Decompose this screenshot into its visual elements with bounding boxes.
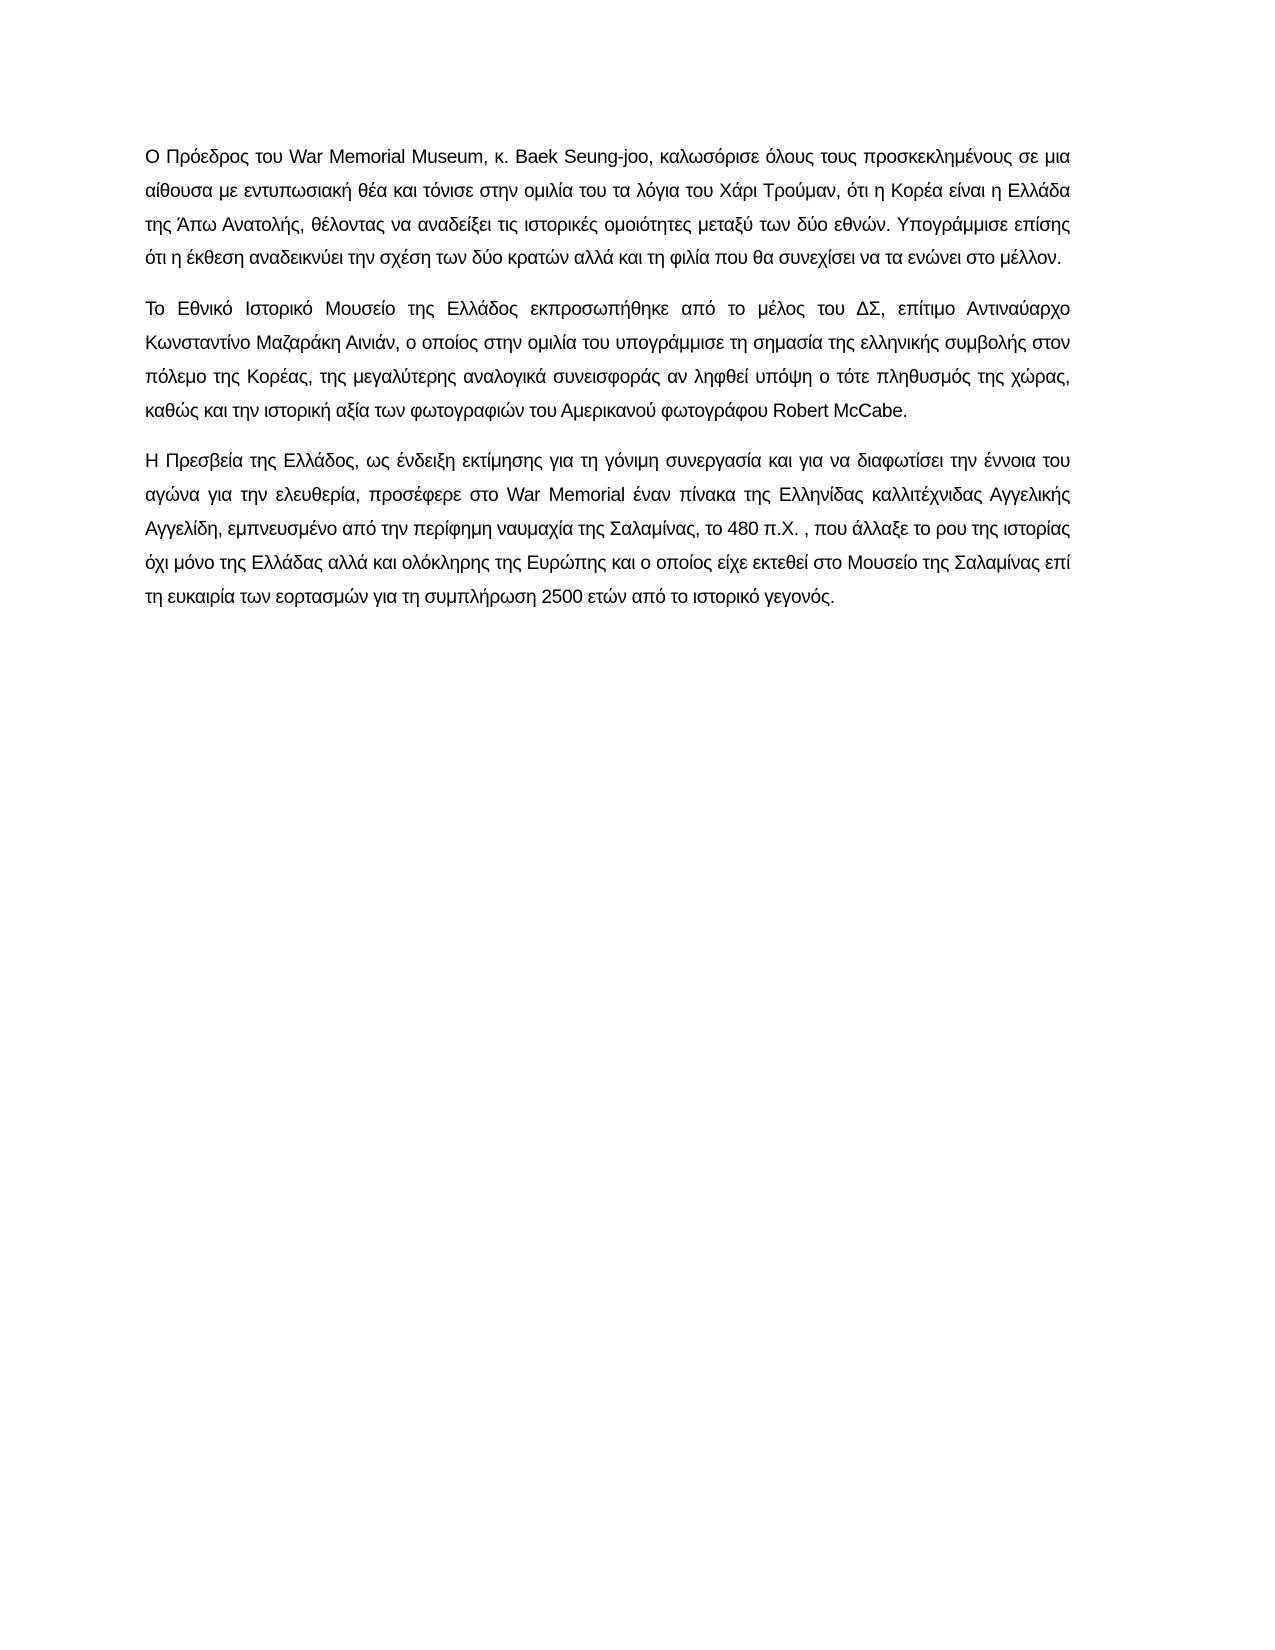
paragraph-national-historical-museum: Το Εθνικό Ιστορικό Μουσείο της Ελλάδος εκπροσωπήθηκε από το μέλος του ΔΣ, επίτιμο Αντιναύαρχο Κωνσταντίνο Μαζαράκη Αινιάν, ο οποίος στην ομιλία του υπογράμμισε τη σημασία της ελληνικής συμβολής στον πόλεμο της Κορέας, της μεγαλύτερης αναλογικά συνεισφοράς αν ληφθεί υπόψη ο τότε πληθυσμός της χώρας, καθώς και την ιστορική αξία των φωτογραφιών του Αμερικανού φωτογράφου Robert McCabe. bbox=[145, 299, 1070, 422]
paragraph-museum-president-welcome: Ο Πρόεδρος του War Memorial Museum, κ. Baek Seung-joo, καλωσόρισε όλους τους προσκεκλημένους σε μια αίθουσα με εντυπωσιακή θέα και τόνισε στην ομιλία του τα λόγια του Χάρι Τρούμαν, ότι η Κορέα είναι η Ελλάδα της Άπω Ανατολής, θέλοντας να αναδείξει τις ιστορικές ομοιότητες μεταξύ των δύο εθνών. Υπογράμμισε επίσης ότι η έκθεση αναδεικνύει την σχέση των δύο κρατών αλλά και τη φιλία που θα συνεχίσει να τα ενώνει στο μέλλον. bbox=[145, 147, 1070, 270]
paragraph-greek-embassy-gift: Η Πρεσβεία της Ελλάδος, ως ένδειξη εκτίμησης για τη γόνιμη συνεργασία και για να διαφωτίσει την έννοια του αγώνα για την ελευθερία, προσέφερε στο War Memorial έναν πίνακα της Ελληνίδας καλλιτέχνιδας Αγγελικής Αγγελίδη, εμπνευσμένο από την περίφημη ναυμαχία της Σαλαμίνας, το 480 π.Χ. , που άλλαξε το ρου της ιστορίας όχι μόνο της Ελλάδας αλλά και ολόκληρης της Ευρώπης και ο οποίος είχε εκτεθεί στο Μουσείο της Σαλαμίνας επί τη ευκαιρία των εορτασμών για τη συμπλήρωση 2500 ετών από το ιστορικό γεγονός. bbox=[145, 451, 1070, 608]
document-page bbox=[145, 141, 1070, 631]
